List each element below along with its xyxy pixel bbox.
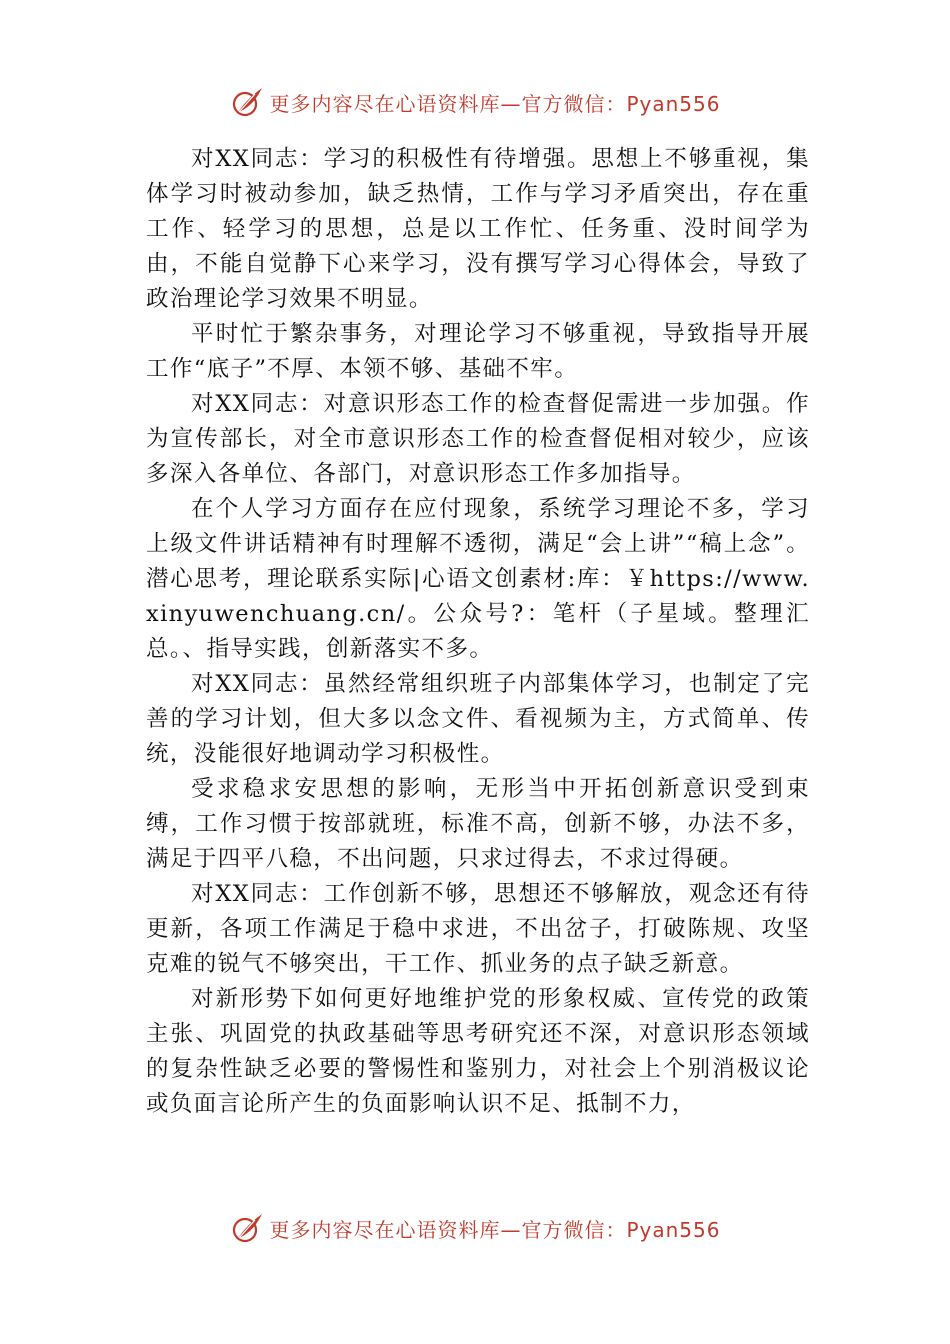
- paragraph-4: 在个人学习方面存在应付现象，系统学习理论不多，学习上级文件讲话精神有时理解不透彻，满足“会上讲”“稿上念”。潜心思考，理论联系实际|心语文创素材:库：￥https://www.xinyuwenchuang.cn/。公众号?：笔杆（子星域。整理汇总。、指导实践，创新落实不多。: [146, 496, 810, 662]
- footer-banner: [0, 1202, 950, 1246]
- paragraph-3: 对XX同志：对意识形态工作的检查督促需进一步加强。作为宣传部长，对全市意识形态工作的检查督促相对较少，应该多深入各单位、各部门，对意识形态工作多加指导。: [146, 391, 810, 487]
- paragraph-8: 对新形势下如何更好地维护党的形象权威、宣传党的政策主张、巩固党的执政基础等思考研究还不深，对意识形态领域的复杂性缺乏必要的警惕性和鉴别力，对社会上个别消极议论或负面言论所产生的负面影响认识不足、抵制不力，: [146, 986, 810, 1117]
- paragraph-5: 对XX同志：虽然经常组织班子内部集体学习，也制定了完善的学习计划，但大多以念文件、看视频为主，方式简单、传统，没能很好地调动学习积极性。: [146, 671, 810, 767]
- quill-logo-icon: [229, 84, 265, 120]
- paragraph-1: 对XX同志：学习的积极性有待增强。思想上不够重视，集体学习时被动参加，缺乏热情，工作与学习矛盾突出，存在重工作、轻学习的思想，总是以工作忙、任务重、没时间学为由，不能自觉静下心来学习，没有撰写学习心得体会，导致了政治理论学习效果不明显。: [146, 146, 810, 312]
- header-banner-text: 更多内容尽在心语资料库—官方微信：Pyan556: [269, 91, 721, 116]
- document-body: [146, 142, 810, 1210]
- paragraph-7: 对XX同志：工作创新不够，思想还不够解放，观念还有待更新，各项工作满足于稳中求进，不出岔子，打破陈规、攻坚克难的锐气不够突出，干工作、抓业务的点子缺乏新意。: [146, 881, 810, 977]
- quill-logo-icon: [229, 1210, 265, 1246]
- paragraph-2: 平时忙于繁杂事务，对理论学习不够重视，导致指导开展工作“底子”不厚、本领不够、基础不牢。: [146, 321, 810, 382]
- footer-banner-text: 更多内容尽在心语资料库—官方微信：Pyan556: [269, 1217, 721, 1242]
- header-banner: [0, 82, 950, 122]
- paragraph-6: 受求稳求安思想的影响，无形当中开拓创新意识受到束缚，工作习惯于按部就班，标准不高，创新不够，办法不多，满足于四平八稳，不出问题，只求过得去，不求过得硬。: [146, 776, 810, 872]
